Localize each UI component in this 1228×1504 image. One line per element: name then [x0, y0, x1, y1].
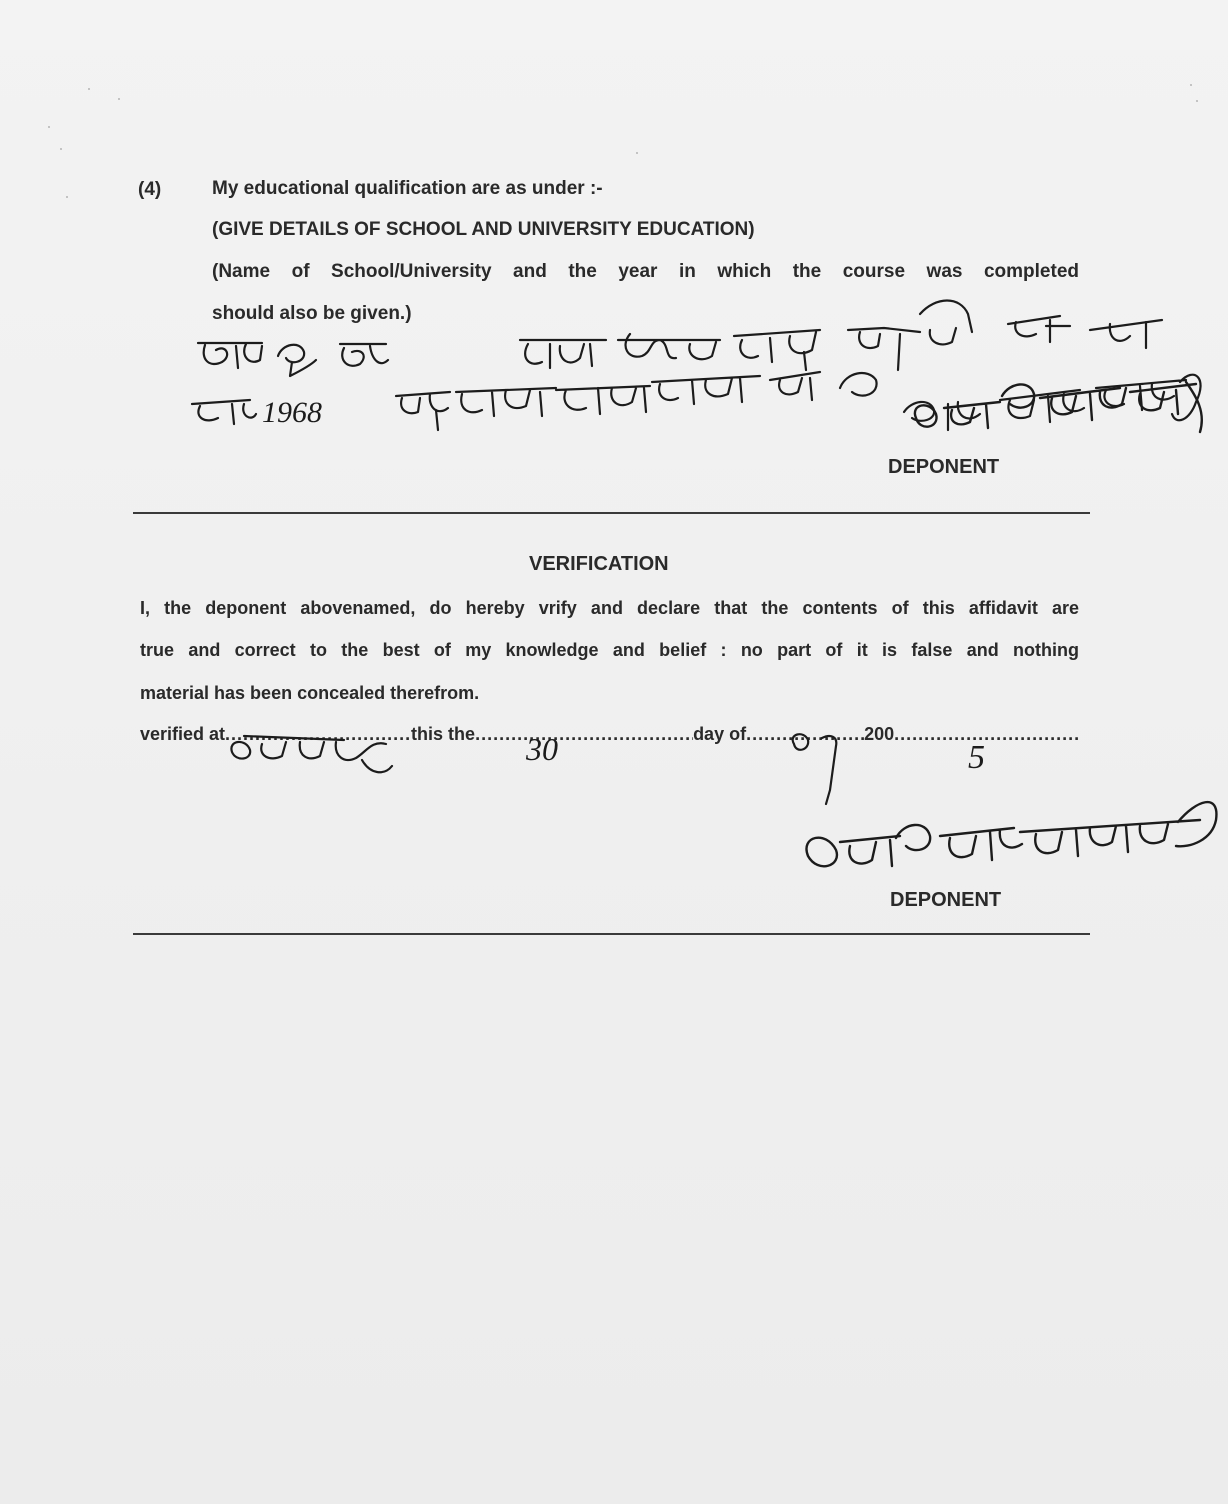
scan-speck: [1196, 100, 1198, 102]
qualification-instruction-2: (Name of School/University and the year in which the course was completed: [212, 261, 1079, 282]
verification-line-2: true and correct to the best of my knowledge and belief : no part of it is false and nothing: [140, 640, 1079, 660]
handwritten-year-digit: 5: [968, 739, 985, 776]
year-blank: [894, 723, 1079, 745]
verified-at-blank: [225, 723, 411, 745]
verification-line-1: I, the deponent abovenamed, do hereby vrify and declare that the contents of this affidavit are: [140, 598, 1079, 618]
handwritten-qualification-line-2: [192, 372, 1201, 430]
verification-line-3: material has been concealed therefrom.: [140, 683, 480, 703]
verified-at-label: verified at: [140, 724, 226, 744]
day-of-label: day of: [693, 724, 747, 744]
verified-at-row: [140, 723, 1079, 745]
deponent-signature-2: [806, 802, 1216, 866]
section-divider-2: [133, 933, 1090, 935]
scan-speck: [88, 88, 90, 90]
deponent-label-2: DEPONENT: [890, 889, 1002, 911]
scan-speck: [1190, 84, 1192, 86]
year-prefix: 200: [864, 724, 895, 744]
qualification-instruction-3: should also be given.): [212, 303, 412, 324]
scan-speck: [48, 126, 50, 128]
month-blank: [746, 723, 864, 745]
scan-speck: [636, 152, 638, 154]
item-number: (4): [138, 179, 162, 200]
deponent-label-1: DEPONENT: [888, 456, 1000, 478]
section-divider-1: [133, 512, 1090, 514]
scan-speck: [60, 148, 62, 150]
scan-speck: [118, 98, 120, 100]
this-the-label: this the: [411, 724, 476, 744]
qualification-title: My educational qualification are as under :-: [212, 178, 603, 199]
handwritten-day: 30: [526, 731, 558, 767]
verification-heading: VERIFICATION: [529, 553, 669, 575]
scan-speck: [66, 196, 68, 198]
day-blank: [475, 723, 693, 745]
qualification-instruction-1: (GIVE DETAILS OF SCHOOL AND UNIVERSITY EDUCATION): [212, 219, 755, 240]
handwritten-qualification-year: 1968: [262, 396, 322, 429]
deponent-signature-1: [915, 382, 1202, 432]
